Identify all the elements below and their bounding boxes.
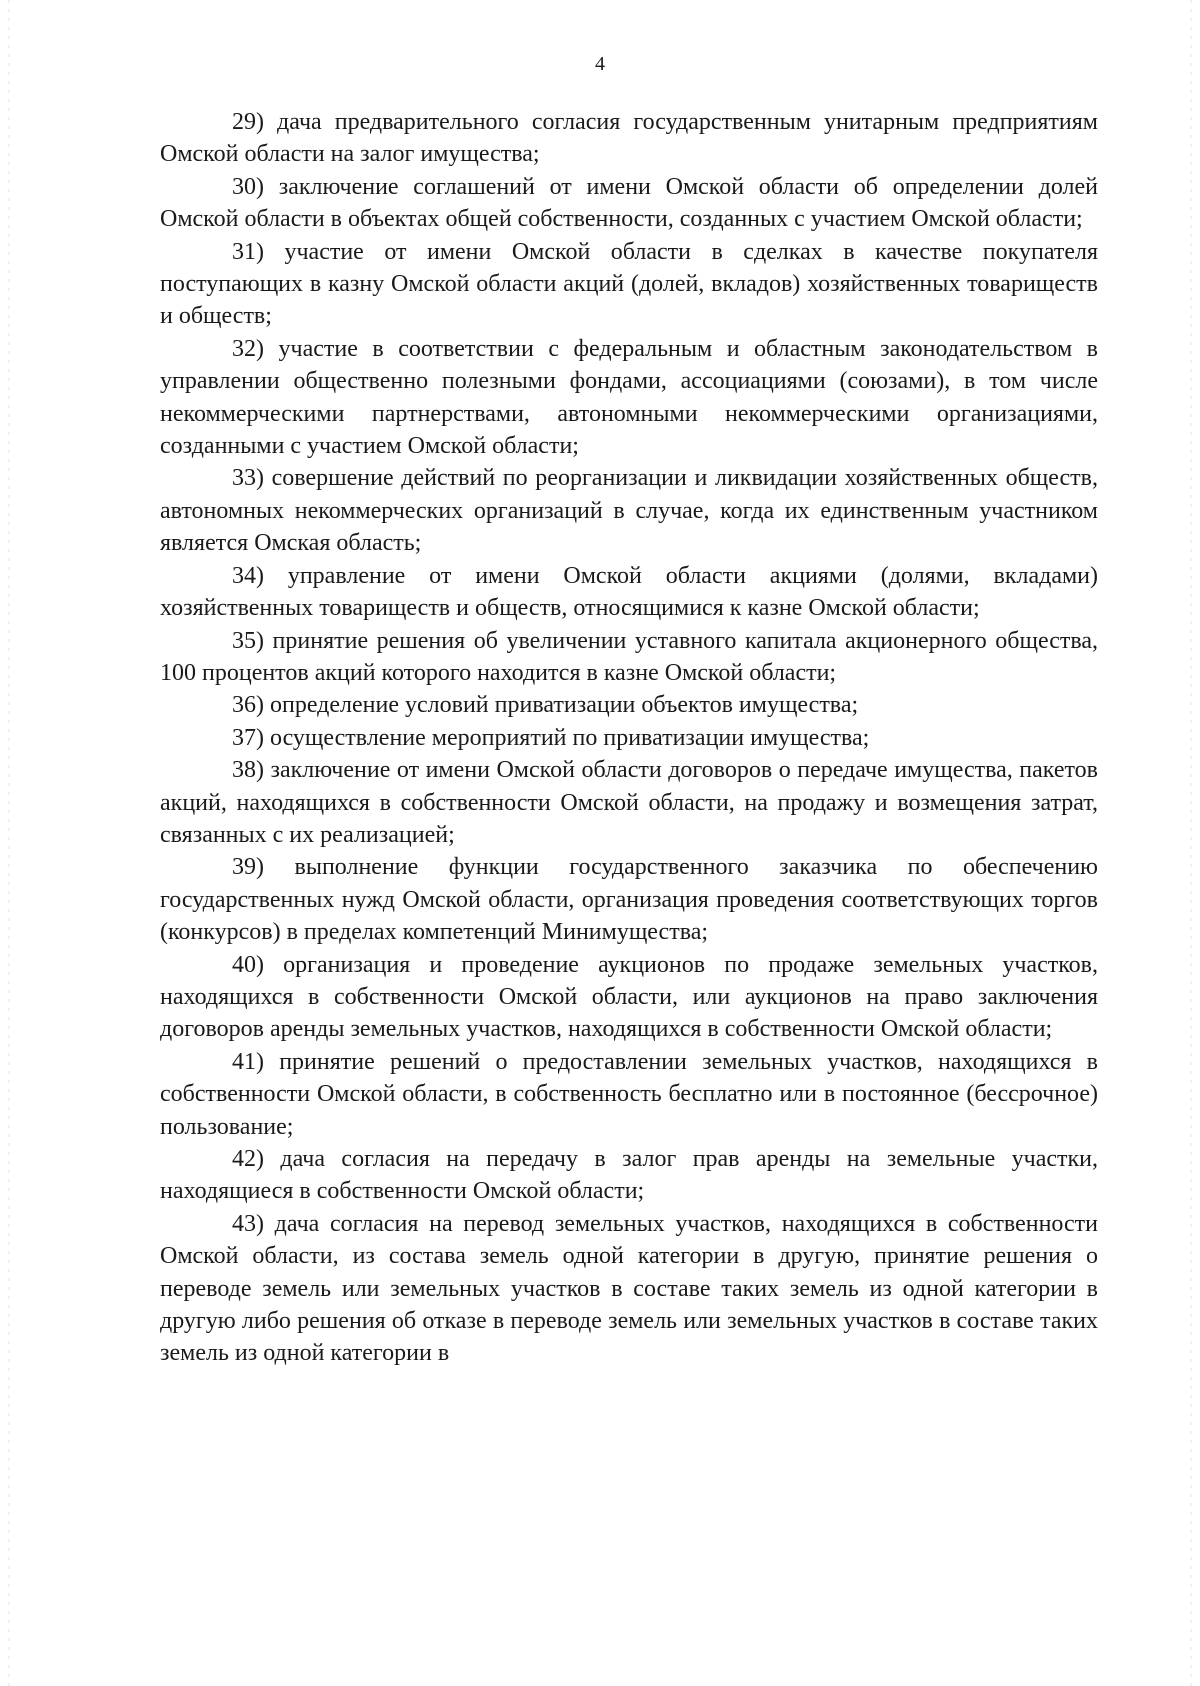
paragraph-33: 33) совершение действий по реорганизации и ликвидации хозяйственных обществ, автономных некоммерческих организаций в случае, когда их единственным участником является Омская область; [160, 465, 1098, 557]
paragraph-42: 42) дача согласия на передачу в залог прав аренды на земельные участки, находящиеся в собственности Омской области; [160, 1146, 1098, 1205]
paragraph-36: 36) определение условий приватизации объектов имущества; [232, 692, 859, 719]
paragraph-32: 32) участие в соответствии с федеральным и областным законодательством в управлении общественно полезными фондами, ассоциациями (союзами), в том числе некоммерческими партнерствами, автономными некоммерческими организациями, созданными с участием Омской области; [160, 335, 1098, 460]
document-body [160, 106, 1098, 1370]
paragraph-34: 34) управление от имени Омской области акциями (долями, вкладами) хозяйственных товариществ и обществ, относящимися к казне Омской области; [160, 562, 1098, 622]
paragraph-43: 43) дача согласия на перевод земельных участков, находящихся в собственности Омской области, из состава земель одной категории в другую, принятие решения о переводе земель или земельных участков в составе таких земель из одной категории в другую либо решения об отказе в переводе земель или земельных участков в составе таких земель из одной категории в [160, 1210, 1098, 1367]
page-number: 4 [595, 53, 605, 75]
paragraph-37: 37) осуществление мероприятий по приватизации имущества; [232, 724, 870, 751]
paragraph-31: 31) участие от имени Омской области в сделках в качестве покупателя поступающих в казну Омской области акций (долей, вкладов) хозяйственных товариществ и обществ; [160, 238, 1098, 330]
paragraph-29: 29) дача предварительного согласия государственным унитарным предприятиям Омской области на залог имущества; [160, 109, 1098, 168]
paragraph-39: 39) выполнение функции государственного заказчика по обеспечению государственных нужд Омской области, организация проведения соответствующих торгов (конкурсов) в пределах компетенций Минимущества; [160, 854, 1098, 946]
paragraph-40: 40) организация и проведение аукционов по продаже земельных участков, находящихся в собственности Омской области, или аукционов на право заключения договоров аренды земельных участков, находящихся в собственности Омской области; [160, 951, 1098, 1043]
paragraph-35: 35) принятие решения об увеличении уставного капитала акционерного общества, 100 процентов акций которого находится в казне Омской области; [160, 627, 1098, 686]
paragraph-41: 41) принятие решений о предоставлении земельных участков, находящихся в собственности Омской области, в собственность бесплатно или в постоянное (бессрочное) пользование; [160, 1048, 1098, 1140]
paragraph-30: 30) заключение соглашений от имени Омской области об определении долей Омской области в объектах общей собственности, созданных с участием Омской области; [160, 173, 1098, 233]
scan-edge-right [1190, 0, 1192, 1686]
paragraph-38: 38) заключение от имени Омской области договоров о передаче имущества, пакетов акций, находящихся в собственности Омской области, на продажу и возмещения затрат, связанных с их реализацией; [160, 757, 1098, 848]
scan-edge-left [8, 0, 10, 1686]
